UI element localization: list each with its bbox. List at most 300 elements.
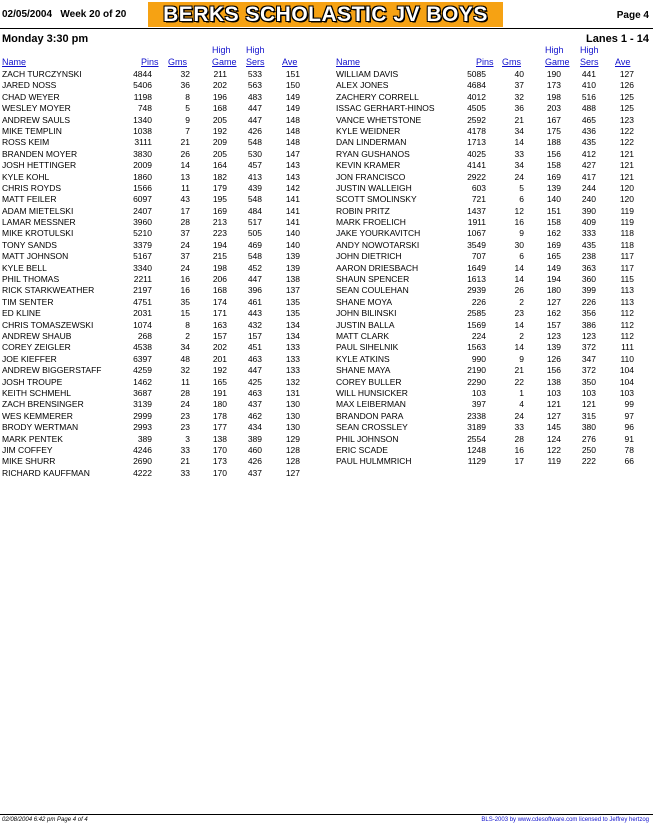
cell-ave: 139: [285, 262, 300, 273]
cell-gms: 37: [180, 251, 190, 262]
cell-pins: 2197: [133, 285, 152, 296]
cell-sers: 396: [247, 285, 262, 296]
cell-pins: 1129: [467, 456, 486, 467]
cell-name: MIKE TEMPLIN: [2, 125, 62, 136]
cell-name: PHIL THOMAS: [2, 274, 60, 285]
cell-gms: 32: [514, 91, 524, 102]
cell-pins: 748: [137, 103, 152, 114]
cell-name: KEITH SCHMEHL: [2, 387, 71, 398]
report-week: Week 20 of 20: [60, 9, 127, 20]
cell-pins: 2922: [467, 171, 486, 182]
table-row: [2, 388, 302, 399]
table-row: [2, 69, 302, 80]
cell-ave: 78: [624, 444, 634, 455]
cell-gms: 33: [180, 467, 190, 478]
cell-pins: 4751: [133, 296, 152, 307]
cell-ave: 117: [620, 251, 634, 262]
cell-ave: 140: [285, 228, 300, 239]
cell-name: ANDREW SAULS: [2, 114, 71, 125]
cell-name: MATT CLARK: [336, 330, 390, 341]
cell-name: MARK FROELICH: [336, 217, 406, 228]
left-standings-column: [2, 45, 302, 478]
cell-pins: 603: [471, 182, 486, 193]
cell-ave: 110: [620, 353, 634, 364]
table-row: [336, 183, 636, 194]
table-row: [2, 194, 302, 205]
cell-pins: 2190: [467, 365, 486, 376]
footer-software-credit: BLS-2003 by www.cdesoftware.com licensed to Jeffrey hertzog: [481, 817, 649, 823]
cell-gms: 14: [514, 137, 524, 148]
cell-ave: 138: [285, 274, 300, 285]
cell-sers: 484: [247, 205, 262, 216]
table-row: [336, 422, 636, 433]
cell-game: 123: [546, 330, 561, 341]
header-sers: Sers: [246, 57, 265, 67]
table-row: [336, 149, 636, 160]
cell-ave: 118: [620, 239, 634, 250]
cell-ave: 120: [619, 182, 634, 193]
right-column-headers: [336, 45, 636, 67]
cell-game: 121: [546, 399, 561, 410]
cell-game: 192: [212, 125, 227, 136]
cell-gms: 13: [180, 171, 190, 182]
cell-name: ERIC SCADE: [336, 444, 388, 455]
cell-name: ROSS KEIM: [2, 137, 50, 148]
cell-ave: 115: [620, 274, 634, 285]
cell-ave: 112: [620, 308, 634, 319]
cell-gms: 21: [180, 456, 190, 467]
cell-gms: 26: [180, 148, 190, 159]
cell-pins: 4012: [467, 91, 486, 102]
right-standings-rows: [336, 69, 636, 468]
header-divider: [0, 28, 653, 29]
table-row: [2, 80, 302, 91]
cell-gms: 36: [180, 80, 190, 91]
cell-gms: 33: [514, 148, 524, 159]
cell-ave: 141: [285, 205, 300, 216]
table-row: [336, 411, 636, 422]
cell-ave: 128: [285, 456, 300, 467]
cell-sers: 427: [581, 160, 596, 171]
cell-gms: 1: [519, 387, 524, 398]
cell-game: 191: [212, 387, 227, 398]
cell-name: KYLE BELL: [2, 262, 47, 273]
cell-gms: 11: [181, 376, 190, 387]
cell-name: BRODY WERTMAN: [2, 422, 79, 433]
cell-game: 174: [212, 296, 227, 307]
cell-ave: 120: [619, 194, 634, 205]
table-row: [336, 251, 636, 262]
cell-ave: 133: [285, 365, 300, 376]
table-row: [2, 320, 302, 331]
cell-ave: 121: [619, 160, 634, 171]
cell-pins: 3960: [133, 217, 152, 228]
cell-sers: 425: [247, 376, 262, 387]
cell-name: TONY SANDS: [2, 239, 57, 250]
cell-gms: 40: [514, 69, 524, 79]
table-row: [336, 331, 636, 342]
cell-game: 168: [212, 103, 227, 114]
cell-gms: 12: [514, 205, 524, 216]
cell-name: SCOTT SMOLINSKY: [336, 194, 417, 205]
table-row: [336, 137, 636, 148]
cell-pins: 1038: [133, 125, 152, 136]
table-row: [336, 160, 636, 171]
cell-sers: 315: [581, 410, 596, 421]
cell-sers: 238: [581, 251, 596, 262]
cell-pins: 2009: [133, 160, 152, 171]
cell-gms: 5: [519, 182, 524, 193]
cell-gms: 4: [519, 399, 524, 410]
cell-sers: 462: [247, 410, 262, 421]
cell-sers: 447: [247, 103, 262, 114]
cell-name: ALEX JONES: [336, 80, 389, 91]
table-row: [2, 354, 302, 365]
table-row: [336, 445, 636, 456]
cell-sers: 121: [581, 399, 596, 410]
cell-name: CHRIS TOMASZEWSKI: [2, 319, 94, 330]
cell-sers: 372: [581, 365, 596, 376]
cell-pins: 2999: [133, 410, 152, 421]
cell-sers: 390: [581, 205, 596, 216]
cell-sers: 417: [581, 171, 596, 182]
table-row: [336, 456, 636, 467]
cell-gms: 14: [514, 319, 524, 330]
cell-name: JUSTIN WALLEIGH: [336, 182, 412, 193]
cell-gms: 14: [514, 274, 524, 285]
header-name: Name: [336, 57, 361, 67]
cell-sers: 505: [247, 228, 262, 239]
cell-gms: 7: [185, 125, 190, 136]
cell-game: 175: [546, 125, 561, 136]
cell-pins: 3549: [467, 239, 486, 250]
table-row: [2, 377, 302, 388]
cell-ave: 125: [619, 103, 634, 114]
cell-gms: 24: [180, 239, 190, 250]
cell-name: JARED NOSS: [2, 80, 57, 91]
cell-sers: 244: [581, 182, 596, 193]
cell-ave: 148: [285, 137, 300, 148]
cell-pins: 1462: [133, 376, 152, 387]
cell-name: SEAN CROSSLEY: [336, 422, 408, 433]
cell-sers: 333: [581, 228, 596, 239]
header-pins: Pins: [141, 57, 159, 67]
table-row: [2, 103, 302, 114]
header-high-game-top: High: [212, 45, 231, 55]
cell-name: RICHARD KAUFFMAN: [2, 467, 90, 478]
cell-game: 139: [546, 342, 561, 353]
table-row: [336, 115, 636, 126]
cell-game: 138: [546, 376, 561, 387]
cell-game: 180: [212, 399, 227, 410]
cell-pins: 4025: [467, 148, 486, 159]
cell-game: 138: [212, 433, 227, 444]
cell-pins: 4505: [467, 103, 486, 114]
cell-pins: 1613: [467, 274, 486, 285]
cell-name: ISSAC GERHART-HINOS: [336, 103, 435, 114]
cell-gms: 3: [185, 433, 190, 444]
cell-game: 196: [212, 91, 227, 102]
cell-name: AARON DRIESBACH: [336, 262, 419, 273]
cell-sers: 426: [247, 456, 262, 467]
cell-name: ZACH BRENSINGER: [2, 399, 84, 410]
table-row: [2, 468, 302, 479]
cell-gms: 34: [180, 342, 190, 353]
cell-ave: 125: [619, 91, 634, 102]
table-row: [336, 92, 636, 103]
cell-game: 157: [212, 330, 227, 341]
cell-sers: 435: [581, 239, 596, 250]
table-row: [2, 456, 302, 467]
cell-ave: 122: [619, 137, 634, 148]
cell-ave: 148: [285, 125, 300, 136]
table-row: [2, 251, 302, 262]
cell-gms: 24: [180, 262, 190, 273]
cell-sers: 226: [581, 296, 596, 307]
cell-sers: 463: [247, 353, 262, 364]
cell-sers: 451: [247, 342, 262, 353]
cell-pins: 1713: [467, 137, 486, 148]
cell-sers: 389: [247, 433, 262, 444]
cell-pins: 2554: [467, 433, 486, 444]
cell-sers: 399: [581, 285, 596, 296]
cell-game: 179: [212, 182, 227, 193]
cell-pins: 268: [137, 330, 152, 341]
cell-pins: 2939: [467, 285, 486, 296]
cell-name: SEAN COULEHAN: [336, 285, 409, 296]
cell-name: CHAD WEYER: [2, 91, 60, 102]
cell-ave: 130: [285, 410, 300, 421]
cell-pins: 4222: [133, 467, 152, 478]
table-row: [2, 240, 302, 251]
cell-game: 157: [546, 319, 561, 330]
cell-game: 103: [546, 387, 561, 398]
report-date: 02/05/2004: [2, 9, 53, 20]
cell-sers: 276: [581, 433, 596, 444]
cell-game: 198: [212, 262, 227, 273]
left-column-headers: [2, 45, 302, 67]
cell-game: 158: [546, 217, 561, 228]
cell-name: MATT JOHNSON: [2, 251, 69, 262]
cell-name: SHAUN SPENCER: [336, 274, 410, 285]
cell-ave: 127: [285, 467, 300, 478]
cell-ave: 97: [624, 410, 634, 421]
cell-name: JOHN DIETRICH: [336, 251, 402, 262]
cell-pins: 3830: [133, 148, 152, 159]
cell-game: 127: [546, 410, 561, 421]
cell-gms: 8: [185, 319, 190, 330]
table-row: [2, 228, 302, 239]
table-row: [336, 285, 636, 296]
cell-name: KYLE WEIDNER: [336, 125, 401, 136]
cell-ave: 99: [624, 399, 634, 410]
cell-ave: 143: [285, 171, 300, 182]
cell-ave: 126: [619, 80, 634, 91]
cell-game: 163: [212, 319, 227, 330]
table-row: [2, 206, 302, 217]
cell-pins: 4538: [133, 342, 152, 353]
cell-name: ANDREW SHAUB: [2, 330, 72, 341]
cell-sers: 488: [581, 103, 596, 114]
cell-gms: 48: [180, 353, 190, 364]
cell-name: JON FRANCISCO: [336, 171, 406, 182]
cell-game: 173: [212, 456, 227, 467]
cell-name: ZACHERY CORRELL: [336, 91, 419, 102]
table-row: [2, 297, 302, 308]
cell-gms: 6: [519, 194, 524, 205]
cell-name: KYLE KOHL: [2, 171, 50, 182]
cell-pins: 3379: [133, 239, 152, 250]
table-row: [336, 342, 636, 353]
cell-name: MIKE SHURR: [2, 456, 56, 467]
cell-pins: 1569: [467, 319, 486, 330]
cell-gms: 15: [180, 308, 190, 319]
cell-pins: 1860: [133, 171, 152, 182]
table-row: [336, 399, 636, 410]
cell-gms: 32: [180, 69, 190, 79]
cell-game: 139: [546, 182, 561, 193]
right-standings-column: [336, 45, 636, 467]
header-sers: Sers: [580, 57, 599, 67]
table-row: [2, 308, 302, 319]
cell-pins: 5167: [133, 251, 152, 262]
cell-pins: 103: [471, 387, 486, 398]
table-row: [2, 149, 302, 160]
cell-pins: 4844: [133, 69, 152, 79]
table-row: [2, 331, 302, 342]
cell-pins: 4246: [133, 444, 152, 455]
cell-name: RYAN GUSHANOS: [336, 148, 410, 159]
table-row: [2, 217, 302, 228]
cell-sers: 436: [581, 125, 596, 136]
cell-pins: 3340: [133, 262, 152, 273]
cell-sers: 483: [247, 91, 262, 102]
cell-game: 119: [547, 456, 561, 467]
cell-game: 124: [546, 433, 561, 444]
cell-name: WILLIAM DAVIS: [336, 69, 399, 79]
cell-gms: 9: [519, 228, 524, 239]
cell-ave: 148: [285, 114, 300, 125]
header-game: Game: [212, 57, 237, 67]
cell-game: 209: [212, 137, 227, 148]
cell-gms: 23: [514, 308, 524, 319]
cell-pins: 389: [137, 433, 152, 444]
cell-gms: 9: [185, 114, 190, 125]
cell-game: 158: [546, 160, 561, 171]
cell-game: 170: [212, 444, 227, 455]
cell-pins: 1566: [133, 182, 152, 193]
cell-pins: 3687: [133, 387, 152, 398]
cell-ave: 149: [285, 91, 300, 102]
header-high-sers-top: High: [580, 45, 599, 55]
cell-sers: 452: [247, 262, 262, 273]
table-row: [336, 217, 636, 228]
cell-name: ANDY NOWOTARSKI: [336, 239, 420, 250]
cell-name: MARK PENTEK: [2, 433, 63, 444]
cell-gms: 8: [185, 91, 190, 102]
table-row: [2, 422, 302, 433]
cell-name: PHIL JOHNSON: [336, 433, 399, 444]
header-high-game-top: High: [545, 45, 564, 55]
cell-pins: 990: [471, 353, 486, 364]
cell-gms: 2: [519, 330, 524, 341]
cell-game: 162: [546, 308, 561, 319]
cell-pins: 1198: [133, 91, 152, 102]
cell-name: MIKE KROTULSKI: [2, 228, 74, 239]
cell-pins: 224: [471, 330, 486, 341]
table-row: [336, 69, 636, 80]
cell-pins: 1649: [467, 262, 486, 273]
report-date-week: [2, 9, 126, 20]
cell-name: COREY ZEIGLER: [2, 342, 71, 353]
cell-game: 171: [212, 308, 227, 319]
cell-ave: 141: [285, 194, 300, 205]
cell-pins: 3139: [133, 399, 152, 410]
cell-sers: 380: [581, 422, 596, 433]
cell-name: WESLEY MOYER: [2, 103, 71, 114]
cell-pins: 1563: [467, 342, 486, 353]
cell-sers: 103: [581, 387, 596, 398]
header-ave: Ave: [615, 57, 631, 67]
cell-game: 169: [212, 205, 227, 216]
cell-ave: 150: [285, 80, 300, 91]
cell-game: 151: [546, 205, 561, 216]
cell-ave: 141: [285, 217, 300, 228]
cell-ave: 137: [285, 285, 300, 296]
cell-name: SHANE MOYA: [336, 296, 393, 307]
cell-game: 203: [546, 103, 561, 114]
table-row: [2, 115, 302, 126]
header-gms: Gms: [168, 57, 187, 67]
cell-gms: 37: [514, 80, 524, 91]
cell-sers: 250: [581, 444, 596, 455]
cell-ave: 118: [620, 228, 634, 239]
cell-game: 202: [212, 342, 227, 353]
cell-gms: 24: [514, 171, 524, 182]
cell-sers: 548: [247, 137, 262, 148]
cell-pins: 1437: [467, 205, 486, 216]
header-gms: Gms: [502, 57, 521, 67]
lanes-range: Lanes 1 - 14: [586, 33, 649, 45]
cell-gms: 33: [514, 422, 524, 433]
cell-name: DAN LINDERMAN: [336, 137, 407, 148]
cell-game: 167: [546, 114, 561, 125]
table-row: [2, 274, 302, 285]
cell-name: JOHN BILINSKI: [336, 308, 397, 319]
cell-ave: 134: [285, 330, 300, 341]
table-row: [336, 308, 636, 319]
cell-sers: 533: [247, 69, 262, 79]
cell-game: 169: [546, 171, 561, 182]
cell-gms: 24: [180, 399, 190, 410]
cell-gms: 28: [180, 387, 190, 398]
cell-sers: 465: [581, 114, 596, 125]
cell-gms: 21: [180, 137, 190, 148]
cell-game: 190: [546, 69, 561, 79]
cell-game: 192: [212, 365, 227, 376]
cell-gms: 34: [514, 125, 524, 136]
cell-ave: 117: [620, 262, 634, 273]
cell-pins: 4141: [467, 160, 486, 171]
cell-pins: 2407: [133, 205, 152, 216]
cell-ave: 112: [620, 319, 634, 330]
cell-name: JOSH HETTINGER: [2, 160, 77, 171]
cell-game: 145: [546, 422, 561, 433]
cell-sers: 157: [247, 330, 262, 341]
cell-name: JIM COFFEY: [2, 444, 53, 455]
cell-pins: 2993: [133, 422, 152, 433]
cell-sers: 441: [581, 69, 596, 79]
